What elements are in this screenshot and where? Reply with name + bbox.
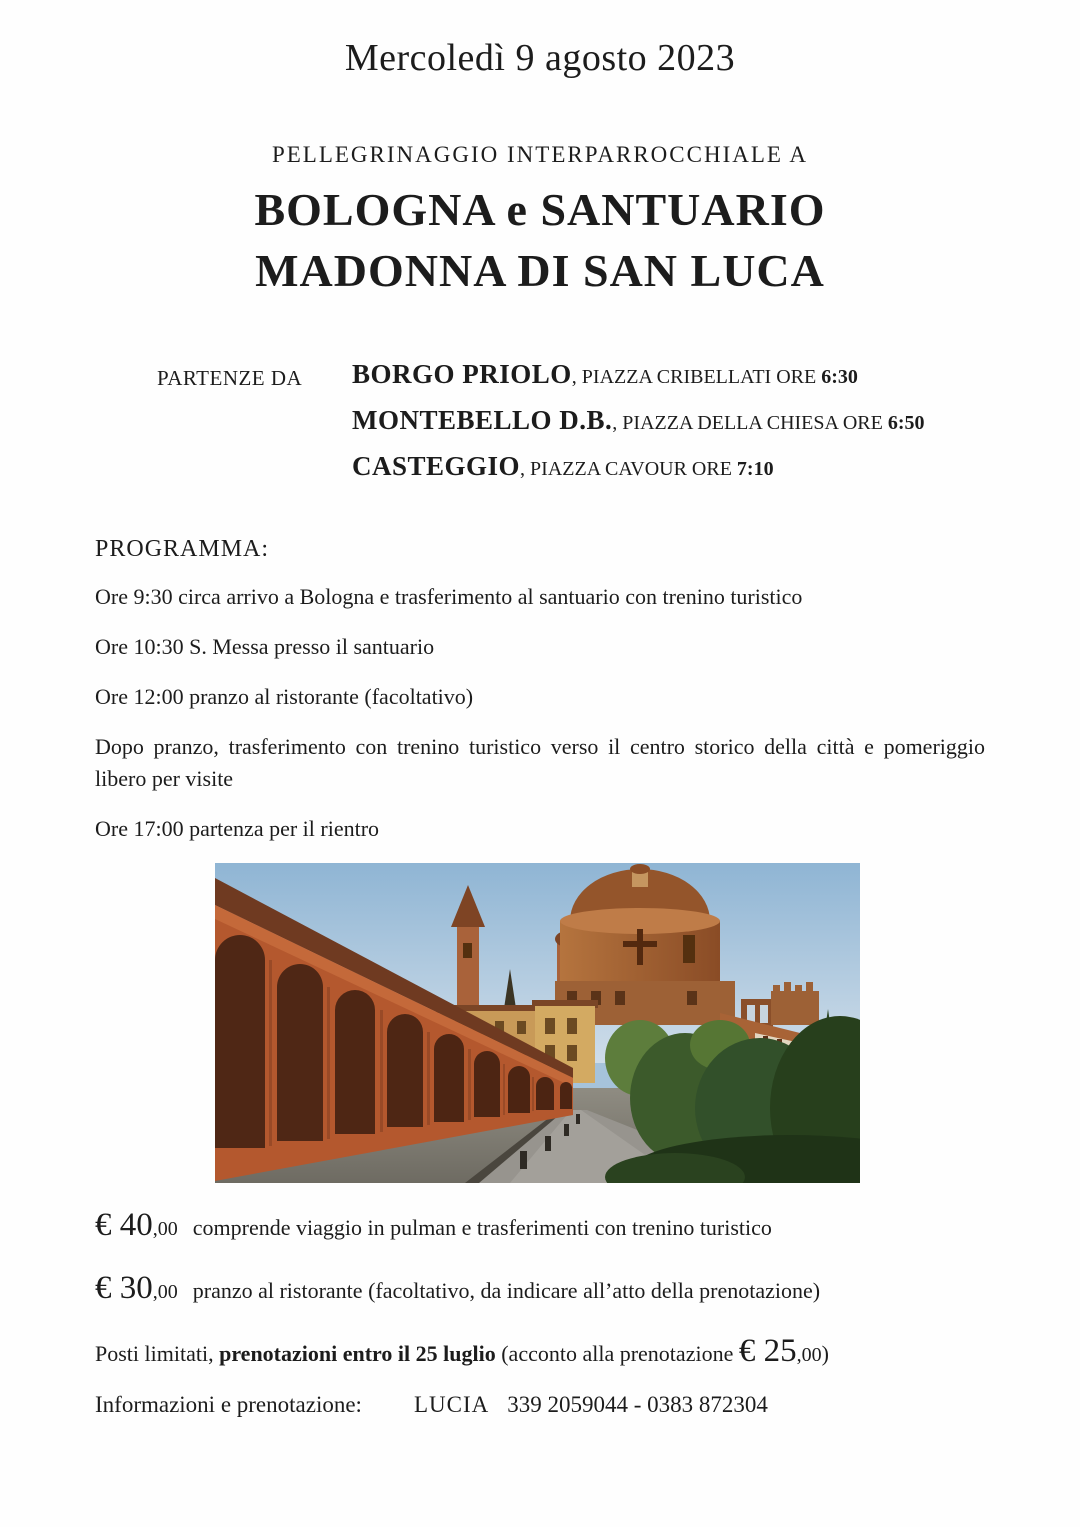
deposit-amount: € 25 xyxy=(738,1333,797,1370)
departures-section xyxy=(95,359,985,482)
departures-list xyxy=(352,359,925,482)
price-description: pranzo al ristorante (facoltativo, da indicare all’atto della prenotazione) xyxy=(192,1278,821,1304)
departure-place: MONTEBELLO D.B. xyxy=(352,405,613,436)
departure-detail: , PIAZZA CRIBELLATI ORE xyxy=(571,366,822,389)
program-item: Ore 9:30 circa arrivo a Bologna e trasferimento al santuario con trenino turistico xyxy=(95,584,803,610)
booking-deadline: prenotazioni entro il 25 luglio xyxy=(219,1341,496,1367)
booking-mid: (acconto alla prenotazione xyxy=(495,1341,739,1367)
program-item: Ore 17:00 partenza per il rientro xyxy=(95,815,380,841)
program-item: Ore 12:00 pranzo al ristorante (facoltativo) xyxy=(95,684,474,710)
program-heading: PROGRAMMA: xyxy=(95,536,270,563)
price-cents: ,00 xyxy=(152,1281,178,1304)
departure-row xyxy=(352,359,925,390)
departure-place: BORGO PRIOLO xyxy=(352,359,572,390)
booking-end: ) xyxy=(821,1341,829,1367)
departure-time: 6:30 xyxy=(821,366,858,389)
santuario-photo xyxy=(215,863,860,1183)
price-row xyxy=(95,1268,985,1309)
departure-place: CASTEGGIO xyxy=(352,451,521,482)
date-heading: Mercoledì 9 agosto 2023 xyxy=(344,37,736,79)
title-line-2: MADONNA DI SAN LUCA xyxy=(255,244,825,296)
title-line-1: BOLOGNA e SANTUARIO xyxy=(254,184,826,235)
booking-row xyxy=(95,1333,985,1370)
departure-detail: , PIAZZA DELLA CHIESA ORE xyxy=(612,412,888,435)
program-item: Dopo pranzo, trasferimento con trenino turistico verso il centro storico della città e pomeriggio libero per visite xyxy=(95,734,985,791)
trees xyxy=(605,1016,860,1183)
contact-phone: 339 2059044 - 0383 872304 xyxy=(507,1392,768,1418)
departure-detail: , PIAZZA CAVOUR ORE xyxy=(520,458,737,481)
price-row xyxy=(95,1205,985,1246)
price-description: comprende viaggio in pulman e trasferimenti con trenino turistico xyxy=(192,1214,772,1240)
contact-name: LUCIA xyxy=(413,1392,490,1418)
price-amount: € 30 xyxy=(95,1270,153,1307)
page-title xyxy=(95,180,985,301)
departure-time: 6:50 xyxy=(887,412,925,435)
departure-row xyxy=(352,405,925,436)
booking-prefix: Posti limitati, xyxy=(95,1341,220,1367)
program-item: Ore 10:30 S. Messa presso il santuario xyxy=(95,634,435,660)
santuario-photo-illustration xyxy=(215,863,860,1183)
departures-label: PARTENZE DA xyxy=(157,366,303,391)
info-row xyxy=(95,1392,985,1418)
price-amount: € 40 xyxy=(95,1206,153,1243)
subtitle: PELLEGRINAGGIO INTERPARROCCHIALE A xyxy=(271,142,809,167)
deposit-cents: ,00 xyxy=(796,1344,822,1367)
departure-row xyxy=(352,451,925,482)
departure-time: 7:10 xyxy=(736,458,774,481)
price-cents: ,00 xyxy=(152,1217,178,1240)
info-label: Informazioni e prenotazione: xyxy=(95,1392,362,1418)
